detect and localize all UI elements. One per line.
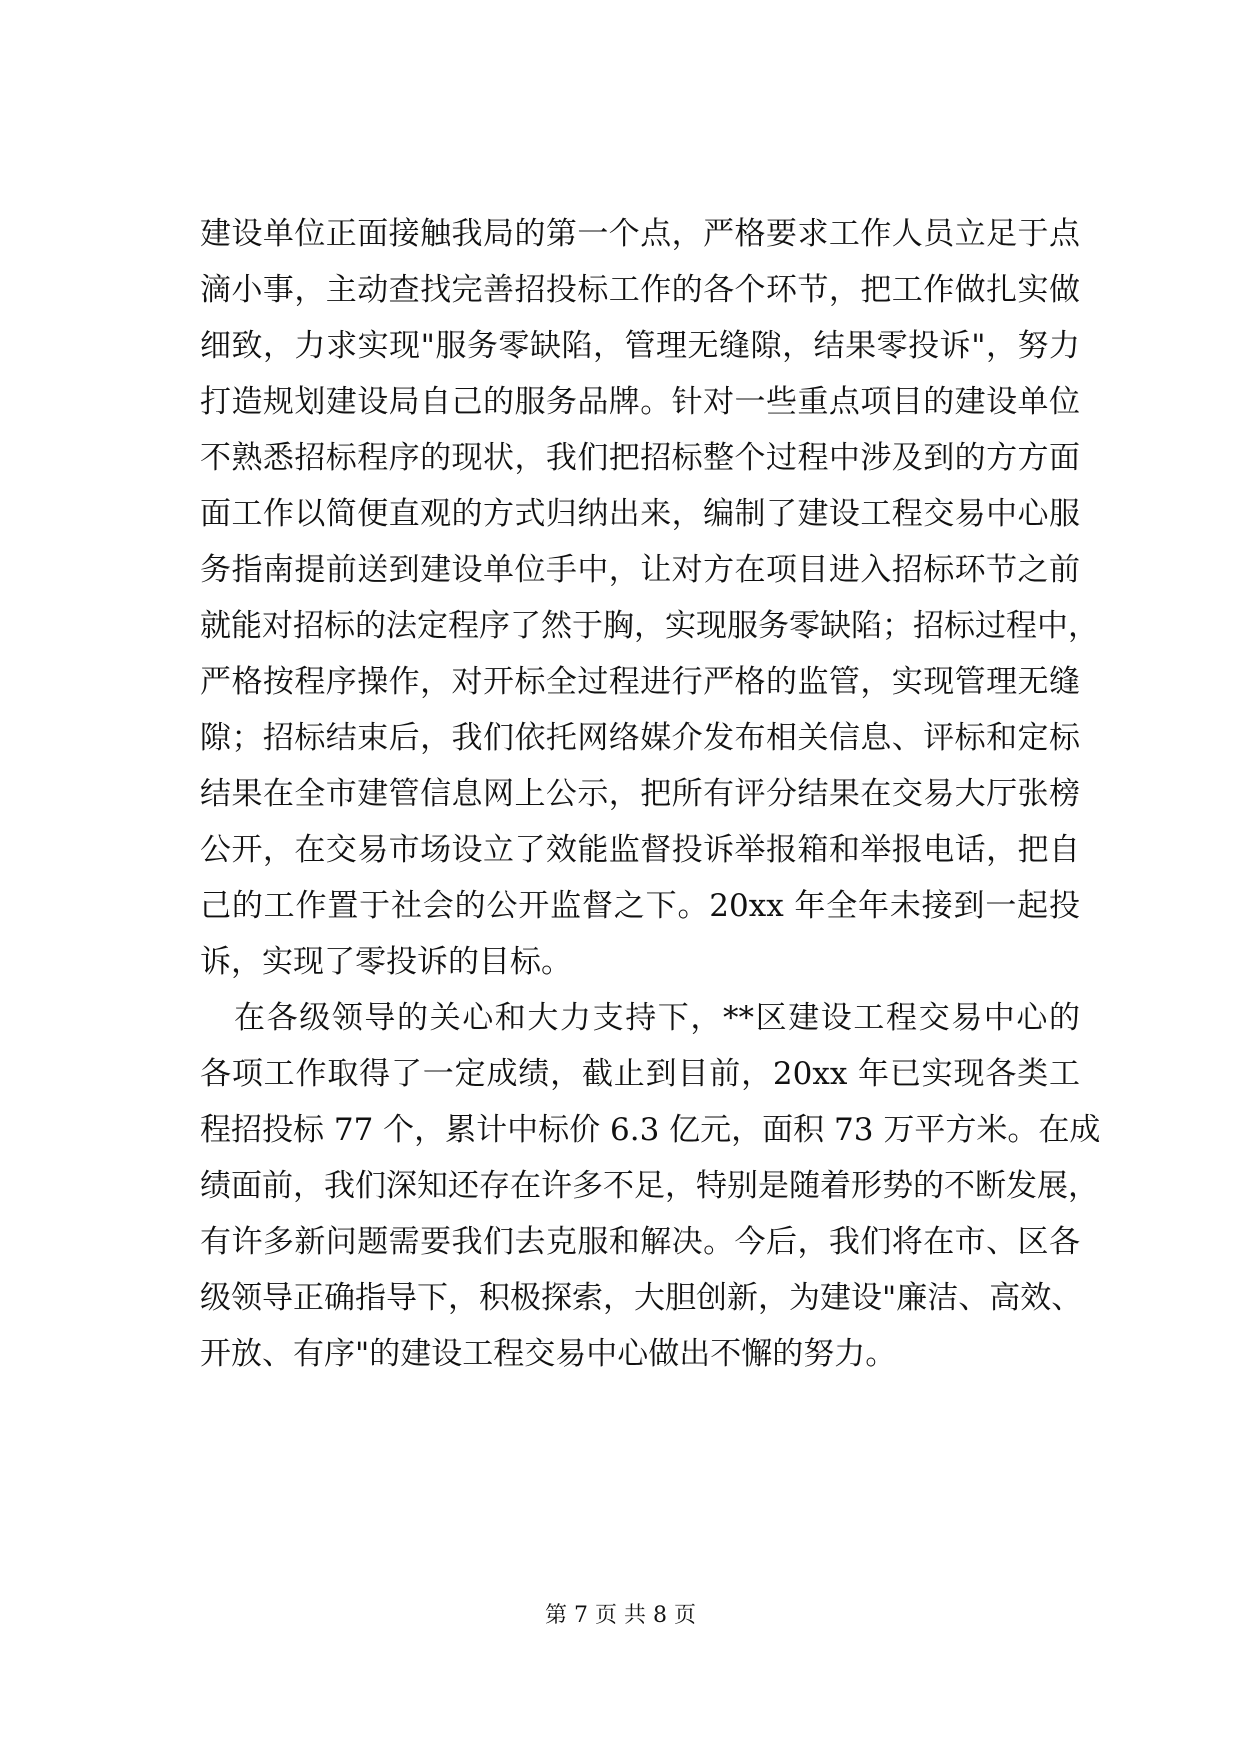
paragraph-2-line-7: 开放、有序"的建设工程交易中心做出不懈的努力。 (200, 1336, 897, 1372)
paragraph-1-line-13: 己的工作置于社会的公开监督之下。20xx 年全年未接到一起投 (200, 888, 1080, 924)
paragraph-2-line-2: 各项工作取得了一定成绩，截止到目前，20xx 年已实现各类工 (200, 1056, 1080, 1092)
paragraph-1-line-14: 诉，实现了零投诉的目标。 (200, 944, 572, 980)
paragraph-1-line-4: 打造规划建设局自己的服务品牌。针对一些重点项目的建设单位 (200, 384, 1080, 420)
paragraph-1-line-6: 面工作以简便直观的方式归纳出来，编制了建设工程交易中心服 (200, 496, 1080, 532)
page-number-footer: 第 7 页 共 8 页 (545, 1603, 696, 1628)
paragraph-2-line-3: 程招投标 77 个，累计中标价 6.3 亿元，面积 73 万平方米。在成 (200, 1112, 1101, 1148)
paragraph-1-line-8: 就能对招标的法定程序了然于胸，实现服务零缺陷；招标过程中， (200, 608, 1099, 644)
paragraph-1-line-11: 结果在全市建管信息网上公示，把所有评分结果在交易大厅张榜 (200, 776, 1080, 812)
paragraph-1-line-12: 公开，在交易市场设立了效能监督投诉举报箱和举报电话，把自 (200, 832, 1080, 868)
paragraph-1-line-10: 隙；招标结束后，我们依托网络媒介发布相关信息、评标和定标 (200, 720, 1080, 756)
paragraph-2-line-5: 有许多新问题需要我们去克服和解决。今后，我们将在市、区各 (200, 1224, 1080, 1260)
paragraph-1-line-3: 细致，力求实现"服务零缺陷，管理无缝隙，结果零投诉"，努力 (200, 328, 1080, 364)
paragraph-1-line-9: 严格按程序操作，对开标全过程进行严格的监管，实现管理无缝 (200, 664, 1080, 700)
paragraph-1-line-7: 务指南提前送到建设单位手中，让对方在项目进入招标环节之前 (200, 552, 1080, 588)
paragraph-2-line-4: 绩面前，我们深知还存在许多不足，特别是随着形势的不断发展， (200, 1168, 1099, 1204)
paragraph-1-line-1: 建设单位正面接触我局的第一个点，严格要求工作人员立足于点 (200, 216, 1080, 252)
paragraph-1-line-5: 不熟悉招标程序的现状，我们把招标整个过程中涉及到的方方面 (200, 440, 1080, 476)
paragraph-1-line-2: 滴小事，主动查找完善招投标工作的各个环节，把工作做扎实做 (200, 272, 1080, 308)
paragraph-2-line-6: 级领导正确指导下，积极探索，大胆创新，为建设"廉洁、高效、 (200, 1280, 1083, 1316)
paragraph-2-line-1: 在各级领导的关心和大力支持下，**区建设工程交易中心的 (234, 1000, 1080, 1036)
